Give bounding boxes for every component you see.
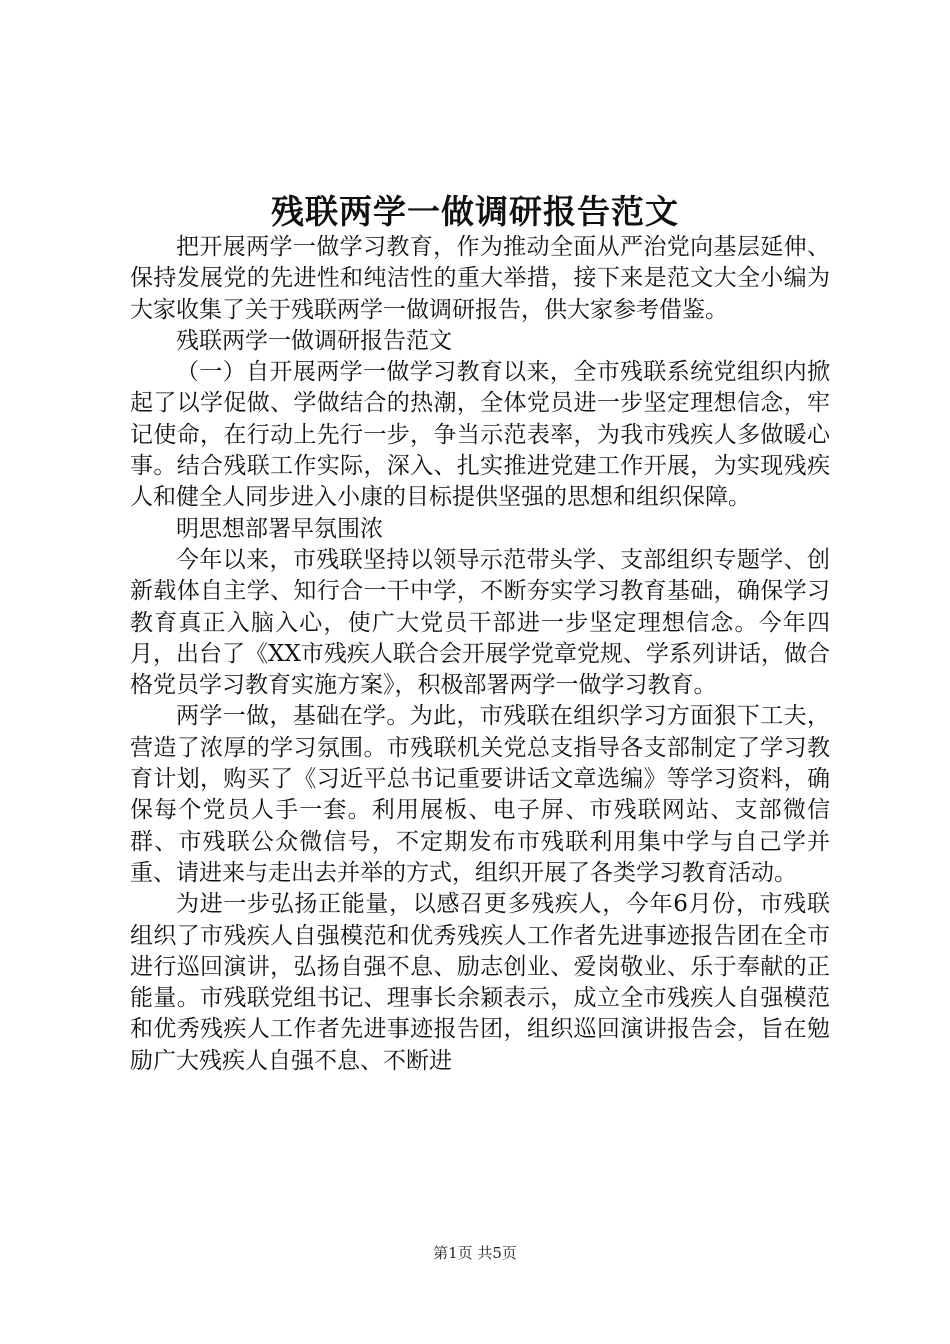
document-body [130, 232, 830, 1077]
paragraph-energy: 为进一步弘扬正能量，以感召更多残疾人，今年6月份，市残联组织了市残疾人自强模范和优秀残疾人工作者先进事迹报告团在全市进行巡回演讲，弘扬自强不息、励志创业、爱岗敬业、乐于奉献的正能量。市残联党组书记、理事长余颖表示，成立全市残疾人自强模范和优秀残疾人工作者先进事迹报告团，组织巡回演讲报告会，旨在勉励广大残疾人自强不息、不断进 [130, 891, 830, 1074]
document-title: 残联两学一做调研报告范文 [271, 192, 679, 231]
paragraph-heading: 明思想部署早氛围浓 [176, 515, 383, 542]
paragraph-section-one: （一）自开展两学一做学习教育以来，全市残联系统党组织内掀起了以学促做、学做结合的热潮，全体党员进一步坚定理想信念，牢记使命，在行动上先行一步，争当示范表率，为我市残疾人多做暖心事。结合残联工作实际，深入、扎实推进党建工作开展，为实现残疾人和健全人同步进入小康的目标提供坚强的思想和组织保障。 [130, 359, 830, 511]
paragraph-foundation: 两学一做，基础在学。为此，市残联在组织学习方面狠下工夫，营造了浓厚的学习氛围。市残联机关党总支指导各支部制定了学习教育计划，购买了《习近平总书记重要讲话文章选编》等学习资料，确保每个党员人手一套。利用展板、电子屏、市残联网站、支部微信群、市残联公众微信号，不定期发布市残联利用集中学与自己学并重、请进来与走出去并举的方式，组织开展了各类学习教育活动。 [130, 703, 830, 886]
paragraph-intro: 把开展两学一做学习教育，作为推动全面从严治党向基层延伸、保持发展党的先进性和纯洁性的重大举措，接下来是范文大全小编为大家收集了关于残联两学一做调研报告，供大家参考借鉴。 [130, 234, 830, 323]
paragraph-subtitle: 残联两学一做调研报告范文 [176, 327, 452, 354]
page-number-footer: 第1页 共5页 [433, 1244, 517, 1262]
paragraph-study: 今年以来，市残联坚持以领导示范带头学、支部组织专题学、创新载体自主学、知行合一干中学，不断夯实学习教育基础，确保学习教育真正入脑入心，使广大党员干部进一步坚定理想信念。今年四月，出台了《XX市残疾人联合会开展学党章党规、学系列讲话，做合格党员学习教育实施方案》，积极部署两学一做学习教育。 [130, 546, 830, 699]
